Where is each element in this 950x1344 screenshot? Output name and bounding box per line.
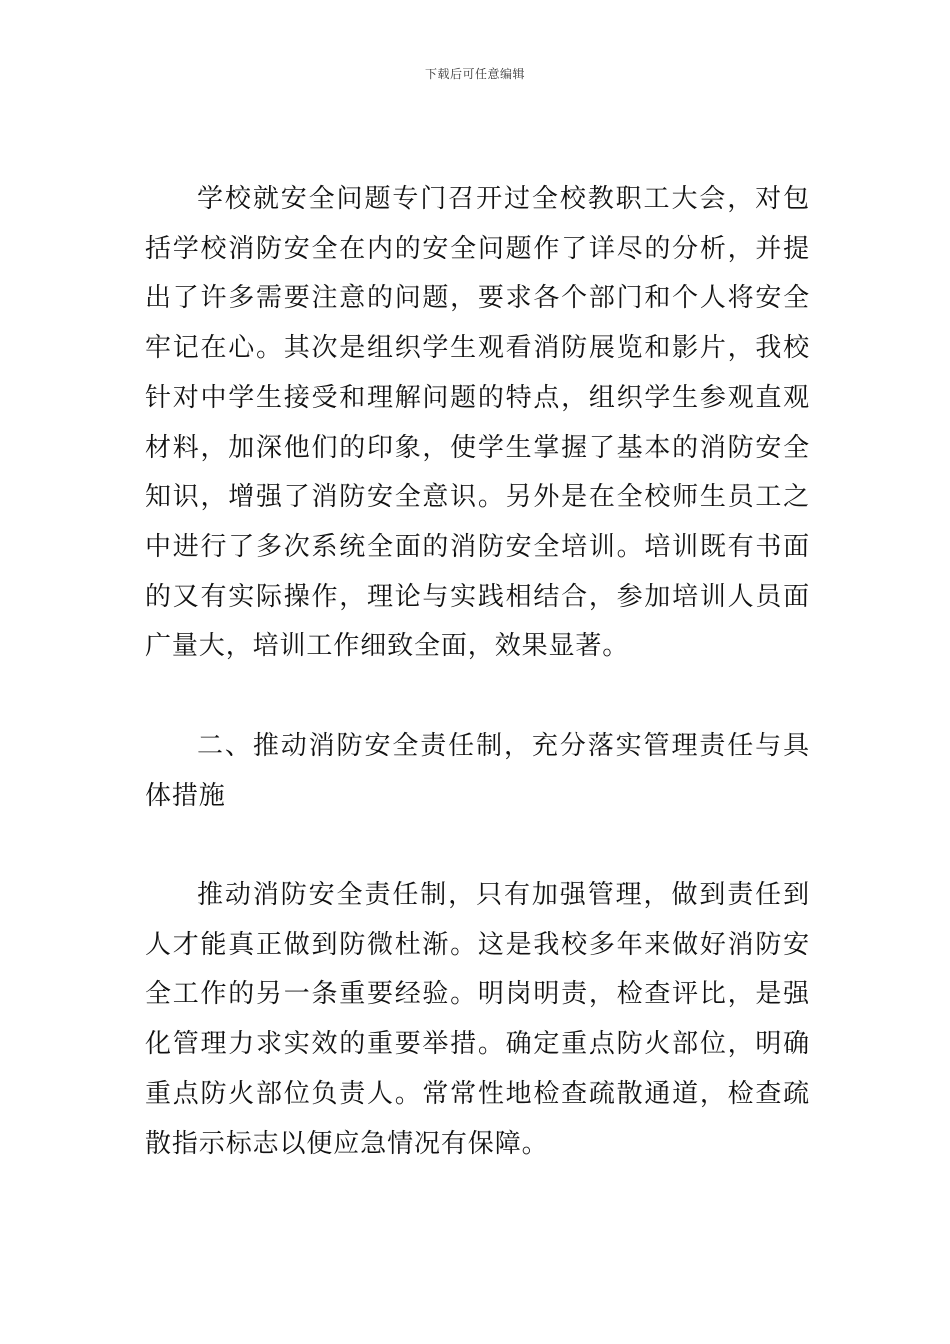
section-heading: 二、推动消防安全责任制，充分落实管理责任与具体措施 xyxy=(145,731,810,811)
header-note: 下载后可任意编辑 xyxy=(424,67,525,81)
body-paragraph-2: 推动消防安全责任制，只有加强管理，做到责任到人才能真正做到防微杜渐。这是我校多年来做好消防安全工作的另一条重要经验。明岗明责，检查评比，是强化管理力求实效的重要举措。确定重点防火部位，明确重点防火部位负责人。常常性地检查疏散通道，检查疏散指示标志以便应急情况有保障。 xyxy=(145,880,810,1159)
body-paragraph-1: 学校就安全问题专门召开过全校教职工大会，对包括学校消防安全在内的安全问题作了详尽的分析，并提出了许多需要注意的问题，要求各个部门和个人将安全牢记在心。其次是组织学生观看消防展览和影片，我校针对中学生接受和理解问题的特点，组织学生参观直观材料，加深他们的印象，使学生掌握了基本的消防安全知识，增强了消防安全意识。另外是在全校师生员工之中进行了多次系统全面的消防安全培训。培训既有书面的又有实际操作，理论与实践相结合，参加培训人员面广量大，培训工作细致全面，效果显著。 xyxy=(145,184,810,662)
